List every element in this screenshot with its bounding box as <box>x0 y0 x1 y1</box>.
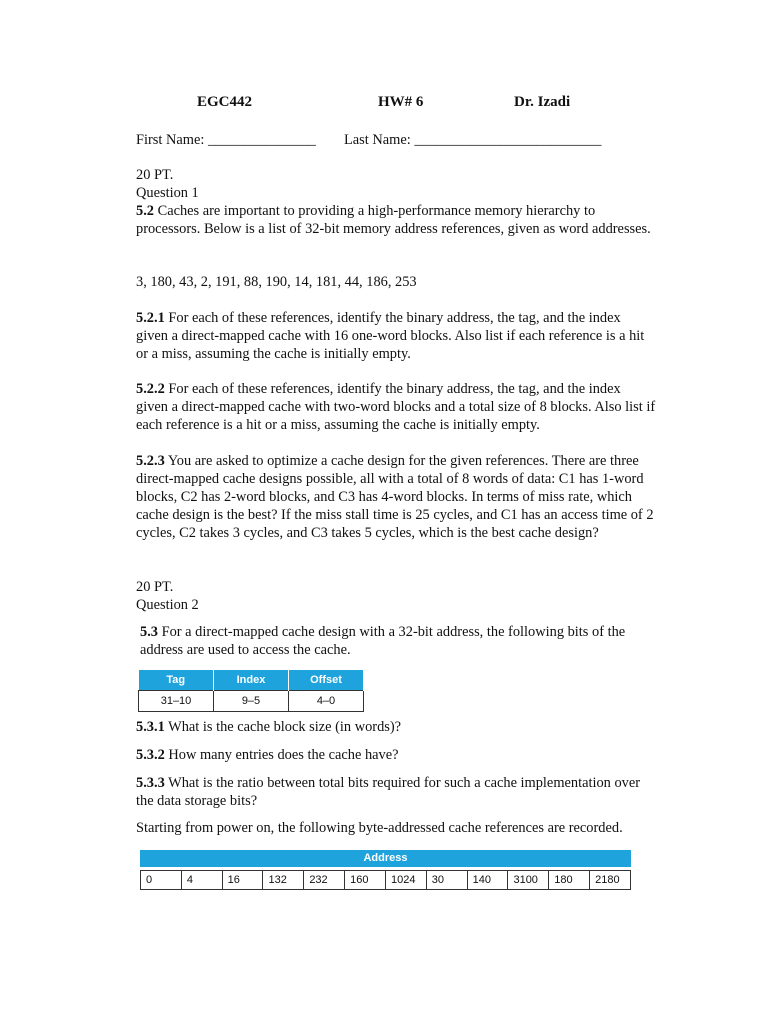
bit-table-index-bits: 9–5 <box>214 691 289 712</box>
address-cell: 132 <box>263 871 304 889</box>
bit-table-header-index: Index <box>214 670 289 691</box>
instructor-name: Dr. Izadi <box>514 94 571 110</box>
address-table <box>140 850 631 890</box>
q2-intro <box>140 623 660 659</box>
q2-part-532-number: 5.3.2 <box>136 747 165 763</box>
q1-reference-list: 3, 180, 43, 2, 191, 88, 190, 14, 181, 44, 186, 253 <box>136 274 417 290</box>
q1-title: Question 1 <box>136 185 199 201</box>
q1-intro-number: 5.2 <box>136 203 154 219</box>
address-bits-table <box>138 670 364 712</box>
bit-table-tag-bits: 31–10 <box>139 691 214 712</box>
q2-title: Question 2 <box>136 597 199 613</box>
q2-part-533-text: What is the ratio between total bits required for such a cache implementation over the data storage bits? <box>136 775 641 809</box>
address-cell: 3100 <box>508 871 549 889</box>
q2-part-531-text: What is the cache block size (in words)? <box>164 719 402 735</box>
homework-number: HW# 6 <box>378 94 424 110</box>
address-cell: 4 <box>182 871 223 889</box>
q1-part-523-number: 5.2.3 <box>136 453 165 469</box>
q1-part-523-text: You are asked to optimize a cache design for the given references. There are three direct-mapped cache designs possible, all with a total of 8 words of data: C1 has 1-word blocks, C2 has 2-word blocks, and C3 has 4-word blocks. In terms of miss rate, which cache design is the best? If the miss stall time is 25 cycles, and C1 has an access time of 2 cycles, C2 takes 3 cycles, and C3 takes 5 cycles, which is the best cache design? <box>136 453 654 541</box>
q1-part-522 <box>136 380 656 434</box>
address-cell: 2180 <box>595 874 620 886</box>
q2-intro-text: For a direct-mapped cache design with a 32-bit address, the following bits of the address are used to access the cache. <box>140 624 626 658</box>
address-cell: 30 <box>427 871 468 889</box>
q2-points: 20 PT. <box>136 579 174 595</box>
q2-part-531 <box>136 718 656 736</box>
q2-part-533-number: 5.3.3 <box>136 775 165 791</box>
address-cell: 16 <box>223 871 264 889</box>
address-cell: 160 <box>345 871 386 889</box>
q1-part-521-number: 5.2.1 <box>136 310 165 326</box>
q1-part-522-number: 5.2.2 <box>136 381 165 397</box>
q2-intro-number: 5.3 <box>140 624 158 640</box>
address-table-header: Address <box>140 850 631 867</box>
q1-points: 20 PT. <box>136 167 174 183</box>
q2-part-532 <box>136 746 656 764</box>
address-cell: 0 <box>141 871 182 889</box>
q2-part-533 <box>136 774 656 810</box>
course-code: EGC442 <box>197 94 253 110</box>
bit-table-header-offset: Offset <box>289 670 364 691</box>
last-name-field: Last Name: __________________________ <box>344 132 602 148</box>
address-cell: 140 <box>468 871 509 889</box>
first-name-field: First Name: _______________ <box>136 132 316 148</box>
address-cell: 180 <box>549 871 590 889</box>
q1-intro <box>136 202 656 238</box>
address-table-row <box>140 870 631 890</box>
address-cell: 1024 <box>386 871 427 889</box>
q1-part-521 <box>136 309 656 363</box>
bit-table-offset-bits: 4–0 <box>289 691 364 712</box>
q1-part-522-text: For each of these references, identify the binary address, the tag, and the index given a direct-mapped cache with two-word blocks and a total size of 8 blocks. Also list if each reference is a hit or a miss, assuming the cache is initially empty. <box>136 381 656 433</box>
q1-intro-text: Caches are important to providing a high-performance memory hierarchy to processors. Below is a list of 32-bit memory address references, given as word addresses. <box>136 203 651 237</box>
q2-starting-text: Starting from power on, the following byte-addressed cache references are recorded. <box>136 820 623 836</box>
address-cell: 232 <box>304 871 345 889</box>
bit-table-header-tag: Tag <box>139 670 214 691</box>
q1-part-523 <box>136 452 656 542</box>
q1-part-521-text: For each of these references, identify the binary address, the tag, and the index given a direct-mapped cache with 16 one-word blocks. Also list if each reference is a hit or a miss, assuming the cache is initially empty. <box>136 310 645 362</box>
q2-part-532-text: How many entries does the cache have? <box>164 747 399 763</box>
q2-part-531-number: 5.3.1 <box>136 719 165 735</box>
